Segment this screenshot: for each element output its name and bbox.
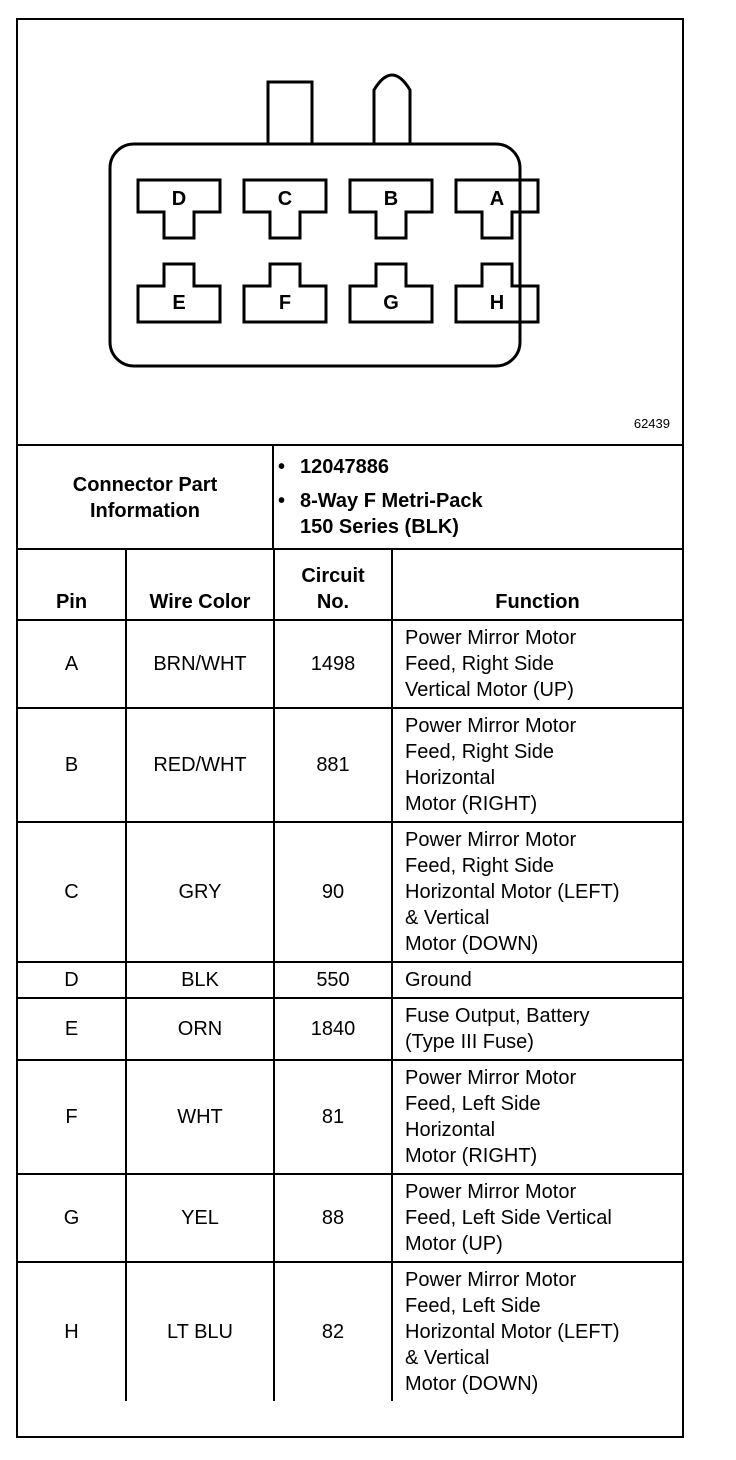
function-line: Ground <box>405 969 472 991</box>
pin-cell: D <box>18 962 126 998</box>
function-line: & Vertical <box>405 1347 490 1369</box>
pinout-table <box>18 548 682 1401</box>
function-line: Motor (DOWN) <box>405 933 539 955</box>
function-line: Feed, Left Side Vertical <box>405 1207 612 1229</box>
function-cell <box>392 1060 682 1174</box>
bullet-glyph: • <box>278 490 286 512</box>
pin-cell: H <box>18 1262 126 1401</box>
header-wire-color: Wire Color <box>126 549 274 620</box>
function-line: Power Mirror Motor <box>405 1067 577 1089</box>
wire-color-cell: RED/WHT <box>126 708 274 822</box>
wire-color-cell: BRN/WHT <box>126 620 274 708</box>
connector-square-tab <box>268 82 312 144</box>
table-row <box>18 1174 682 1262</box>
pin-label-top: C <box>277 188 293 210</box>
pin-label-bottom: H <box>489 292 505 314</box>
function-cell <box>392 962 682 998</box>
table-row <box>18 962 682 998</box>
pin-label-top: D <box>171 188 187 210</box>
circuit-cell: 1840 <box>274 998 392 1060</box>
header-circuit-line1: Circuit <box>301 565 365 587</box>
function-line: Motor (DOWN) <box>405 1373 539 1395</box>
function-line: Feed, Right Side <box>405 741 554 763</box>
function-line: Horizontal <box>405 767 496 789</box>
connector-face-diagram <box>18 20 682 444</box>
wire-color-cell: BLK <box>126 962 274 998</box>
table-row <box>18 1262 682 1401</box>
function-line: Feed, Left Side <box>405 1093 541 1115</box>
function-line: Feed, Right Side <box>405 855 554 877</box>
function-line: Horizontal Motor (LEFT) <box>405 881 620 903</box>
connector-description-line1: 8-Way F Metri-Pack <box>300 490 483 512</box>
connector-part-information <box>18 444 682 550</box>
function-line: Horizontal Motor (LEFT) <box>405 1321 620 1343</box>
wire-color-cell: LT BLU <box>126 1262 274 1401</box>
circuit-cell: 90 <box>274 822 392 962</box>
pin-cell: G <box>18 1174 126 1262</box>
header-circuit-no <box>274 549 392 620</box>
connector-rounded-tab <box>374 75 410 144</box>
table-row <box>18 998 682 1060</box>
pin-cell: A <box>18 620 126 708</box>
wire-color-cell: WHT <box>126 1060 274 1174</box>
function-cell <box>392 998 682 1060</box>
header-function: Function <box>392 549 682 620</box>
bullet-glyph: • <box>278 456 286 478</box>
connector-info-label: Connector Part Information <box>18 446 274 550</box>
figure-number: 62439 <box>633 416 670 431</box>
table-row <box>18 1060 682 1174</box>
function-line: Vertical Motor (UP) <box>405 679 574 701</box>
function-line: Motor (RIGHT) <box>405 1145 538 1167</box>
pin-label-top: B <box>383 188 399 210</box>
function-line: Motor (UP) <box>405 1233 503 1255</box>
function-line: Fuse Output, Battery <box>405 1005 590 1027</box>
wire-color-cell: GRY <box>126 822 274 962</box>
circuit-cell: 81 <box>274 1060 392 1174</box>
function-line: Power Mirror Motor <box>405 1181 577 1203</box>
circuit-cell: 1498 <box>274 620 392 708</box>
wire-color-cell: YEL <box>126 1174 274 1262</box>
circuit-cell: 550 <box>274 962 392 998</box>
function-cell <box>392 1262 682 1401</box>
pin-cell: B <box>18 708 126 822</box>
function-cell <box>392 822 682 962</box>
circuit-cell: 88 <box>274 1174 392 1262</box>
table-header-row <box>18 549 682 620</box>
wire-color-cell: ORN <box>126 998 274 1060</box>
header-pin: Pin <box>18 549 126 620</box>
header-circuit-line2: No. <box>316 591 350 613</box>
connector-body <box>110 144 520 366</box>
function-line: & Vertical <box>405 907 490 929</box>
function-line: (Type III Fuse) <box>405 1031 534 1053</box>
pin-cell: F <box>18 1060 126 1174</box>
function-line: Feed, Left Side <box>405 1295 541 1317</box>
table-row <box>18 708 682 822</box>
connector-description-line2: 150 Series (BLK) <box>300 516 459 538</box>
part-number: 12047886 <box>300 456 389 478</box>
table-row <box>18 822 682 962</box>
pin-label-bottom: E <box>172 292 186 314</box>
function-cell <box>392 620 682 708</box>
connector-drawing <box>18 20 682 444</box>
connector-info-details <box>276 454 483 540</box>
function-line: Motor (RIGHT) <box>405 793 538 815</box>
pin-label-top: A <box>489 188 505 210</box>
function-cell <box>392 1174 682 1262</box>
function-line: Feed, Right Side <box>405 653 554 675</box>
pin-label-bottom: F <box>278 292 292 314</box>
function-line: Power Mirror Motor <box>405 627 577 649</box>
function-cell <box>392 708 682 822</box>
pin-cell: C <box>18 822 126 962</box>
function-line: Power Mirror Motor <box>405 715 577 737</box>
function-line: Horizontal <box>405 1119 496 1141</box>
pin-cell: E <box>18 998 126 1060</box>
pin-label-bottom: G <box>383 292 399 314</box>
connector-document <box>16 18 684 1438</box>
circuit-cell: 82 <box>274 1262 392 1401</box>
circuit-cell: 881 <box>274 708 392 822</box>
function-line: Power Mirror Motor <box>405 1269 577 1291</box>
table-row <box>18 620 682 708</box>
function-line: Power Mirror Motor <box>405 829 577 851</box>
